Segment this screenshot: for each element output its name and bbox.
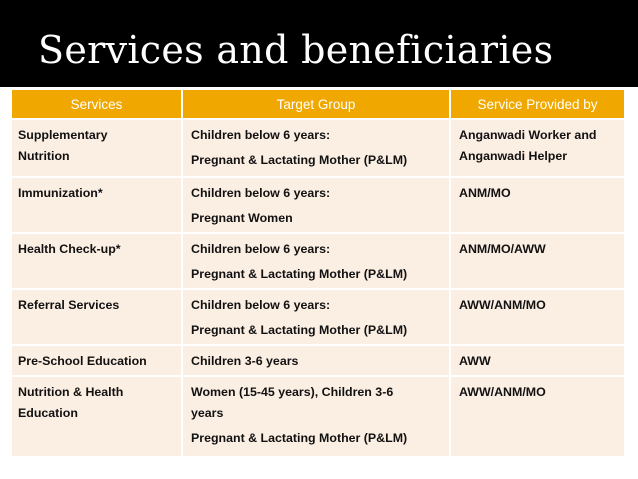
target-cell (182, 119, 450, 177)
target-text: Pregnant Women (191, 211, 293, 225)
table-row (12, 233, 624, 289)
target-text: Pregnant & Lactating Mother (P&LM) (191, 431, 408, 445)
provider-text: AWW/ANM/MO (459, 298, 546, 312)
service-text: Nutrition (18, 149, 70, 163)
service-text: Health Check-up* (18, 242, 121, 256)
header-row (12, 90, 624, 119)
target-text: Women (15-45 years), Children 3-6 (191, 385, 394, 399)
table-row (12, 119, 624, 177)
table-row (12, 345, 624, 376)
provider-cell (450, 119, 624, 177)
target-cell (182, 233, 450, 289)
target-text: Children 3-6 years (191, 354, 299, 368)
service-cell (12, 233, 182, 289)
provider-text: Anganwadi Worker and (459, 128, 597, 142)
service-text: Referral Services (18, 298, 120, 312)
target-cell (182, 345, 450, 376)
provider-cell (450, 233, 624, 289)
target-text: Children below 6 years: (191, 298, 331, 312)
header-service-provided-by: Service Provided by (450, 90, 624, 119)
header-services: Services (12, 90, 182, 119)
slide-title: Services and beneficiaries (38, 28, 554, 72)
service-text: Supplementary (18, 128, 108, 142)
target-text: Pregnant & Lactating Mother (P&LM) (191, 323, 408, 337)
target-text: Children below 6 years: (191, 128, 331, 142)
target-cell (182, 177, 450, 233)
target-text: Children below 6 years: (191, 186, 331, 200)
service-text: Pre-School Education (18, 354, 147, 368)
provider-text: AWW (459, 354, 491, 368)
target-text: Children below 6 years: (191, 242, 331, 256)
provider-text: ANM/MO/AWW (459, 242, 546, 256)
table-row (12, 289, 624, 345)
table-row (12, 376, 624, 456)
service-cell (12, 289, 182, 345)
provider-text: ANM/MO (459, 186, 511, 200)
target-text: years (191, 406, 224, 420)
service-text: Immunization* (18, 186, 103, 200)
target-text: Pregnant & Lactating Mother (P&LM) (191, 153, 408, 167)
target-cell (182, 289, 450, 345)
header-target-group: Target Group (182, 90, 450, 119)
service-cell (12, 345, 182, 376)
services-table (12, 90, 624, 456)
provider-cell (450, 345, 624, 376)
provider-text: Anganwadi Helper (459, 149, 568, 163)
service-text: Education (18, 406, 78, 420)
service-cell (12, 177, 182, 233)
service-cell (12, 376, 182, 456)
provider-cell (450, 289, 624, 345)
service-cell (12, 119, 182, 177)
provider-cell (450, 177, 624, 233)
provider-text: AWW/ANM/MO (459, 385, 546, 399)
table-row (12, 177, 624, 233)
service-text: Nutrition & Health (18, 385, 124, 399)
target-cell (182, 376, 450, 456)
provider-cell (450, 376, 624, 456)
target-text: Pregnant & Lactating Mother (P&LM) (191, 267, 408, 281)
title-band (0, 0, 638, 87)
